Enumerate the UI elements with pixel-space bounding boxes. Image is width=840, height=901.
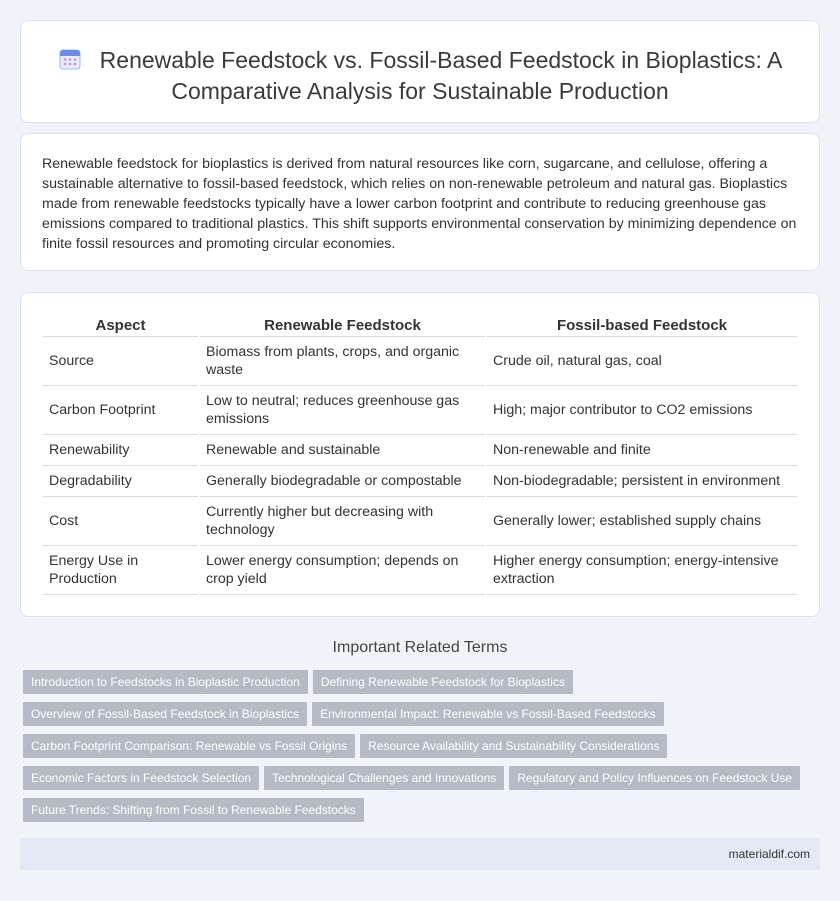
cell-renewable: Low to neutral; reduces greenhouse gas emissions [200,386,485,435]
related-term-link[interactable]: Regulatory and Policy Influences on Feedstock Use [509,766,800,790]
cell-renewable: Currently higher but decreasing with technology [200,497,485,546]
table-row [43,497,797,546]
cell-fossil: Generally lower; established supply chains [487,497,797,546]
header-fossil: Fossil-based Feedstock [487,315,797,337]
intro-paragraph: Renewable feedstock for bioplastics is derived from natural resources like corn, sugarcane, and cellulose, offering a sustainable alternative to fossil-based feedstock, which relies on non-renewable petroleum and natural gas. Bioplastics made from renewable feedstocks typically have a lower carbon footprint and contribute to reducing greenhouse gas emissions compared to traditional plastics. This shift supports environmental conservation by minimizing dependence on finite fossil resources and promoting circular economies. [42,156,797,252]
table-row [43,466,797,497]
table-row [43,386,797,435]
title-card [20,20,820,123]
cell-renewable: Renewable and sustainable [200,435,485,466]
related-terms-list [23,670,813,830]
related-term-link[interactable]: Carbon Footprint Comparison: Renewable vs Fossil Origins [23,734,355,758]
title-line-1: Renewable Feedstock vs. Fossil-Based Feedstock in Bioplastics: A [99,47,783,73]
footer [20,838,820,870]
related-term-link[interactable]: Resource Availability and Sustainability Considerations [360,734,667,758]
header-renewable: Renewable Feedstock [200,315,485,337]
cell-aspect: Carbon Footprint [43,386,198,435]
comparison-table [41,315,799,595]
cell-fossil: Crude oil, natural gas, coal [487,337,797,386]
related-term-link[interactable]: Technological Challenges and Innovations [264,766,504,790]
related-term-link[interactable]: Future Trends: Shifting from Fossil to Renewable Feedstocks [23,798,364,822]
footer-site-link[interactable]: materialdif.com [728,847,810,861]
cell-fossil: Non-biodegradable; persistent in environment [487,466,797,497]
cell-aspect: Source [43,337,198,386]
page-title [33,45,807,107]
cell-renewable: Generally biodegradable or compostable [200,466,485,497]
related-term-link[interactable]: Environmental Impact: Renewable vs Fossil-Based Feedstocks [312,702,663,726]
cell-fossil: High; major contributor to CO2 emissions [487,386,797,435]
intro-card [20,133,820,271]
cell-aspect: Degradability [43,466,198,497]
cell-fossil: Non-renewable and finite [487,435,797,466]
related-term-link[interactable]: Economic Factors in Feedstock Selection [23,766,259,790]
related-term-link[interactable]: Defining Renewable Feedstock for Bioplastics [313,670,573,694]
cell-aspect: Energy Use in Production [43,546,198,595]
cell-aspect: Renewability [43,435,198,466]
cell-aspect: Cost [43,497,198,546]
cell-renewable: Biomass from plants, crops, and organic waste [200,337,485,386]
table-row [43,546,797,595]
related-terms-heading: Important Related Terms [332,639,508,656]
comparison-table-card [20,292,820,617]
related-term-link[interactable]: Overview of Fossil-Based Feedstock in Bioplastics [23,702,307,726]
table-row [43,337,797,386]
cell-renewable: Lower energy consumption; depends on crop yield [200,546,485,595]
title-line-2: Comparative Analysis for Sustainable Production [171,78,669,104]
header-aspect: Aspect [43,315,198,337]
calendar-icon [58,47,82,71]
table-header-row [43,315,797,337]
cell-fossil: Higher energy consumption; energy-intensive extraction [487,546,797,595]
table-row [43,435,797,466]
related-term-link[interactable]: Introduction to Feedstocks in Bioplastic Production [23,670,308,694]
